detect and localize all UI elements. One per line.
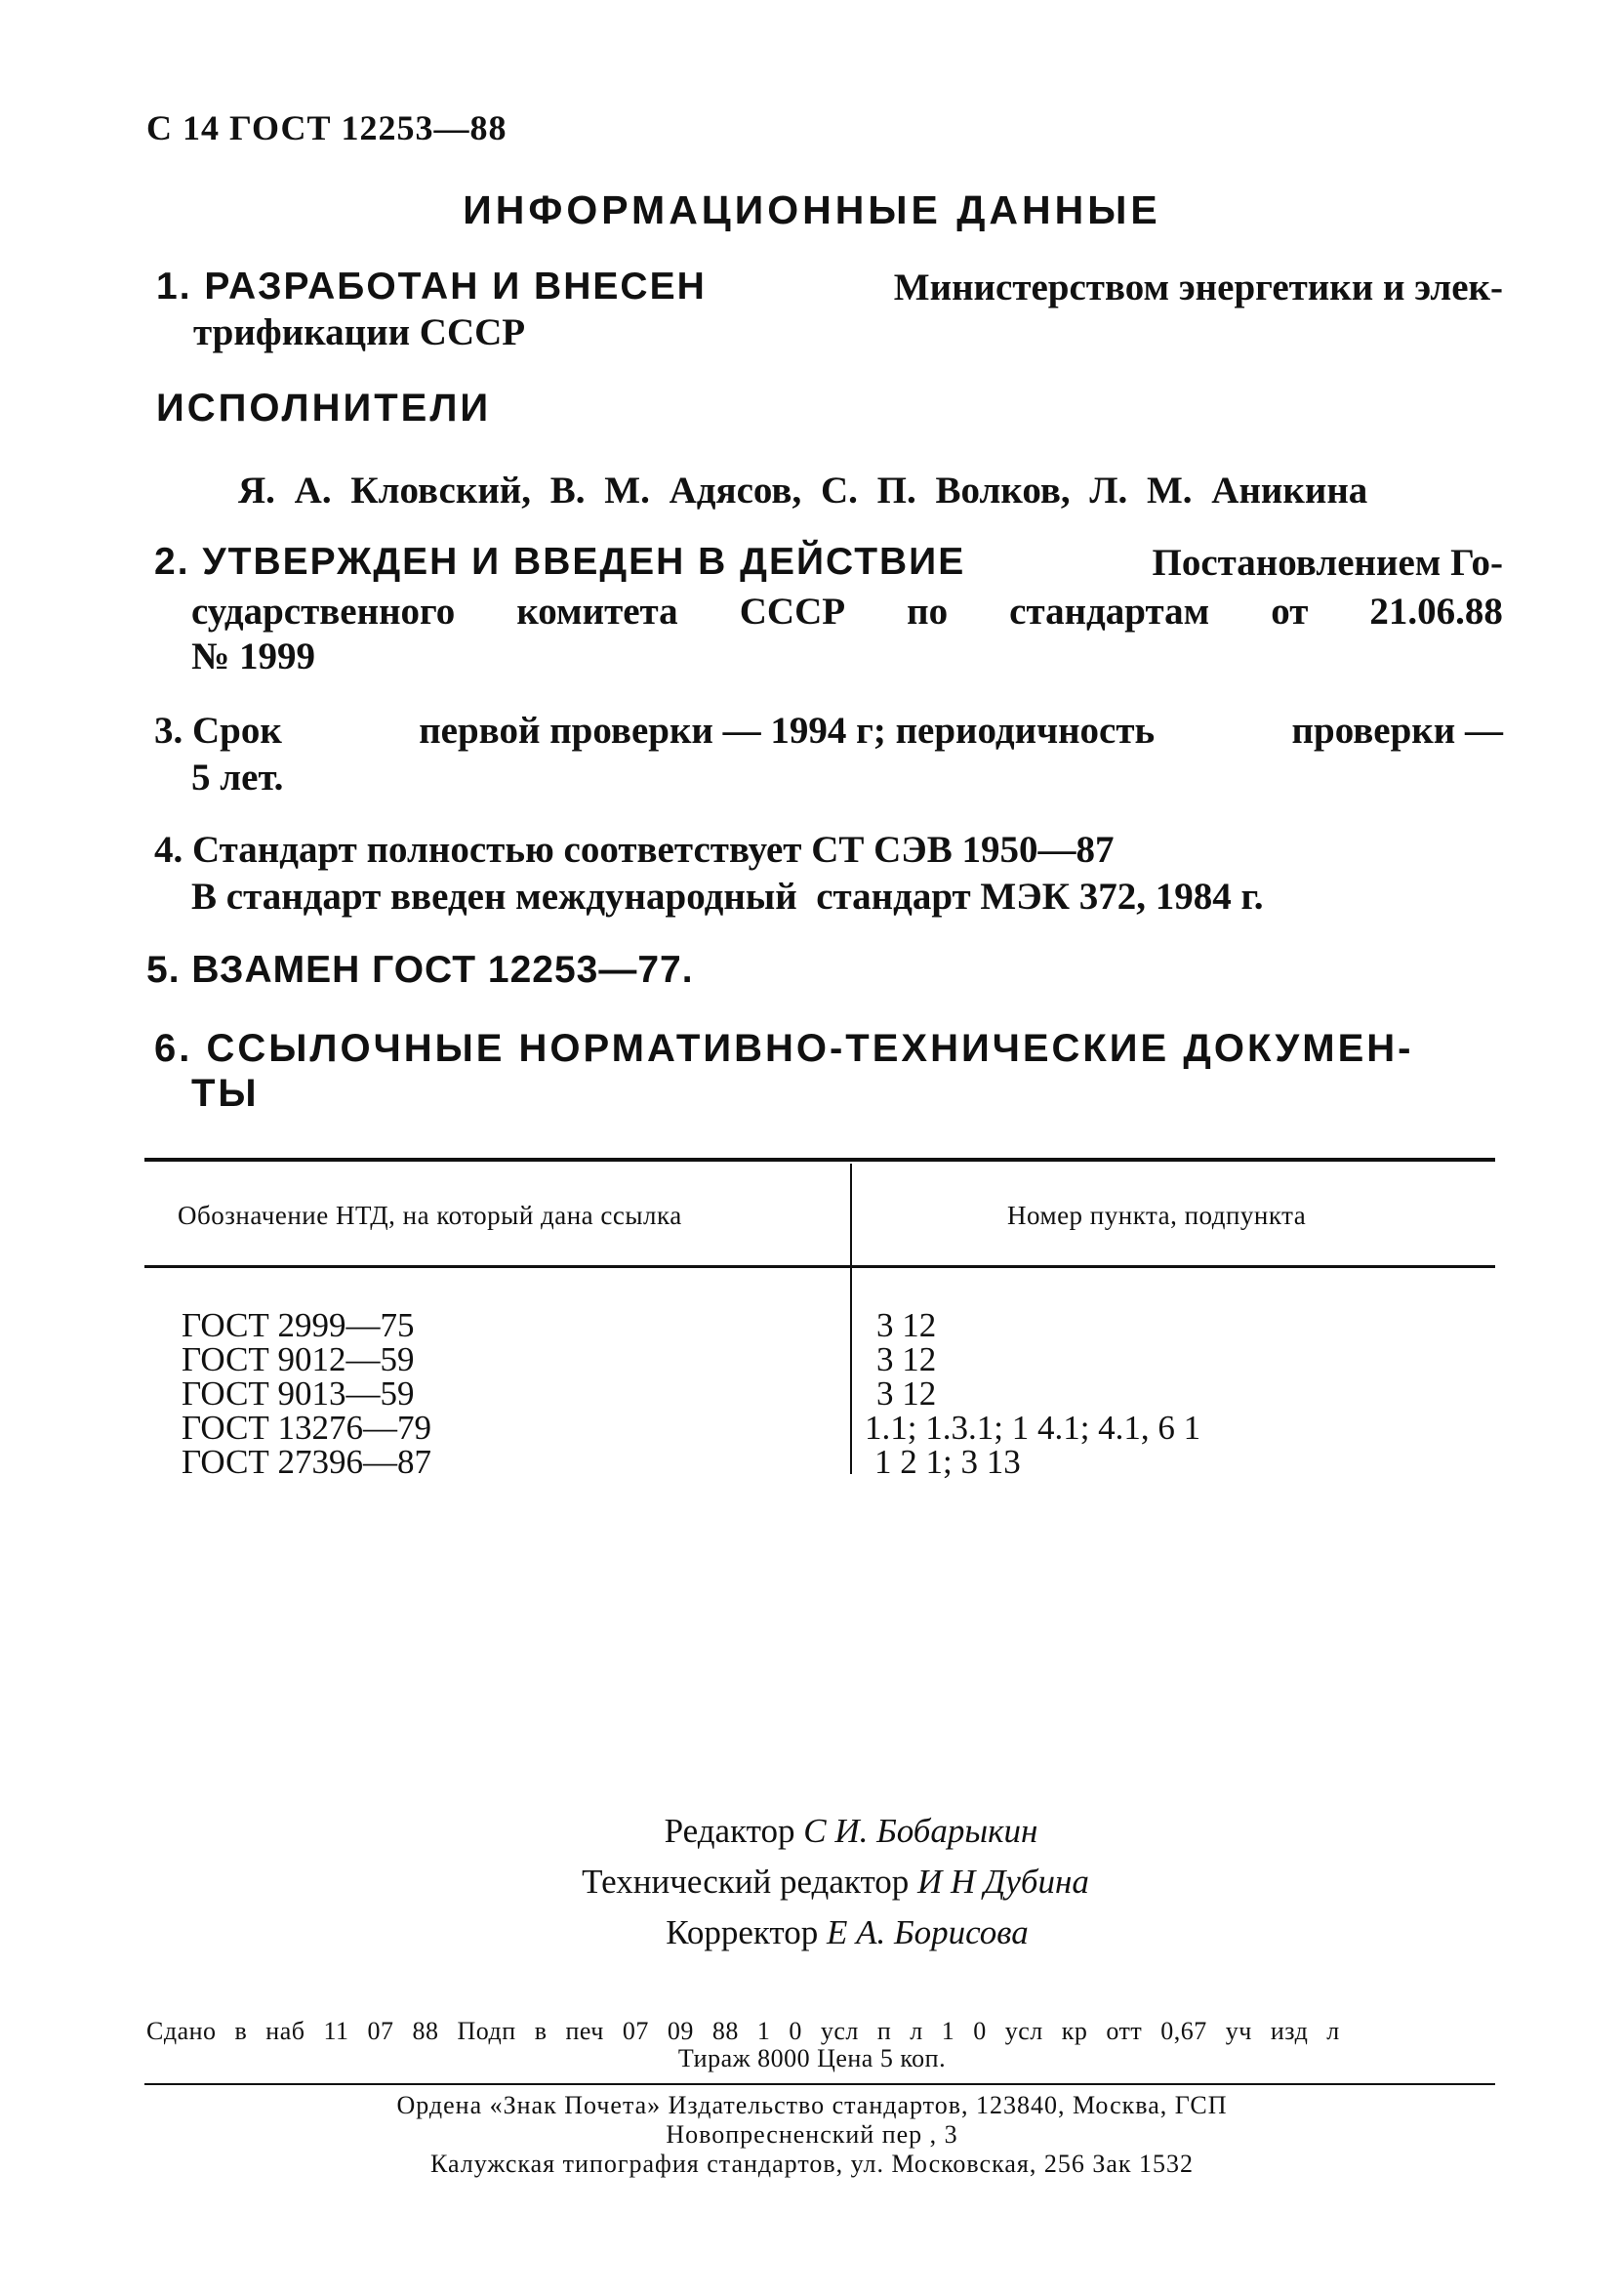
table-cell-designation: ГОСТ 9013—59 [182, 1374, 415, 1413]
item-2-word: СССР [739, 591, 846, 633]
table-cell-clause: 3 12 [876, 1306, 937, 1344]
item-2-lead: 2. УТВЕРЖДЕН И ВВЕДЕН В ДЕЙСТВИЕ [154, 541, 966, 583]
item-2-word: сударственного [191, 591, 456, 633]
item-2-line-3: № 1999 [191, 636, 315, 677]
item-1-line-2: трификации СССР [193, 311, 526, 353]
item-3-line-1 [154, 709, 1503, 753]
executors-names [238, 469, 1503, 512]
credit-tech-editor-name: И Н Дубина [917, 1863, 1089, 1901]
executors-names-text: Я. А. Кловский, В. М. Адясов, С. П. Волков, Л. М. Аникина [238, 470, 1368, 512]
item-4-line-2: В стандарт введен международный стандарт МЭК 372, 1984 г. [191, 876, 1264, 918]
item-6-text: 6. ССЫЛОЧНЫЕ НОРМАТИВНО-ТЕХНИЧЕСКИЕ ДОКУМЕН- [154, 1027, 1414, 1070]
credit-editor-name: С И. Бобарыкин [803, 1812, 1038, 1850]
table-header-clause: Номер пункта, подпункта [1007, 1201, 1307, 1230]
item-6-line-1 [154, 1027, 1503, 1071]
item-2-line-2 [191, 590, 1503, 634]
executors-heading: ИСПОЛНИТЕЛИ [156, 387, 492, 430]
table-cell-clause: 1 2 1; 3 13 [874, 1443, 1021, 1481]
table-cell-clause: 3 12 [876, 1374, 937, 1413]
credit-editor-role: Редактор [664, 1812, 795, 1850]
page-header: С 14 ГОСТ 12253—88 [146, 108, 508, 147]
credit-corrector-role: Корректор [666, 1913, 819, 1951]
table-cell-designation: ГОСТ 2999—75 [182, 1306, 415, 1344]
item-1-line-1 [156, 266, 1503, 309]
table-cell-clause: 3 12 [876, 1340, 937, 1378]
item-2-word: 21.06.88 [1369, 591, 1503, 633]
item-3-part: первой проверки — 1994 г; периодичность [419, 710, 1156, 752]
imprint-text: Сдано в наб 11 07 88 Подп в печ 07 09 88 1 0 усл п л 1 0 усл кр отт 0,67 уч изд л [146, 2017, 1340, 2045]
item-1-lead: 1. РАЗРАБОТАН И ВНЕСЕН [156, 266, 707, 308]
imprint-line-2: Тираж 8000 Цена 5 коп. [677, 2044, 947, 2072]
table-top-rule [144, 1158, 1495, 1162]
page-title: ИНФОРМАЦИОННЫЕ ДАННЫЕ [463, 187, 1161, 232]
table-cell-designation: ГОСТ 13276—79 [182, 1409, 432, 1447]
item-2-word: комитета [516, 591, 678, 633]
item-5: 5. ВЗАМЕН ГОСТ 12253—77. [146, 949, 694, 991]
item-2-line-1 [154, 541, 1503, 585]
item-2-word: от [1271, 591, 1309, 633]
credit-tech-editor [0, 1863, 1624, 1902]
item-4-line-1: 4. Стандарт полностью соответствует СТ СЭВ 1950—87 [154, 829, 1115, 871]
item-3-part: проверки — [1291, 710, 1503, 752]
imprint-rule [144, 2083, 1495, 2085]
credit-editor [0, 1812, 1624, 1851]
credit-tech-editor-role: Технический редактор [582, 1863, 910, 1901]
credit-corrector-name: Е А. Борисова [826, 1913, 1029, 1951]
item-3-line-2: 5 лет. [191, 757, 284, 799]
table-header-designation: Обозначение НТД, на который дана ссылка [178, 1201, 682, 1230]
table-header-rule [144, 1265, 1495, 1268]
item-1-rest: Министерством энергетики и элек- [893, 266, 1503, 308]
table-column-divider [850, 1164, 852, 1474]
credit-corrector [0, 1913, 1624, 1952]
table-cell-designation: ГОСТ 9012—59 [182, 1340, 415, 1378]
publisher-line-2: Новопресненский пер , 3 [666, 2120, 958, 2149]
imprint-line-1 [146, 2017, 1493, 2046]
item-2-word: стандартам [1009, 591, 1210, 633]
publisher-line-3: Калужская типография стандартов, ул. Московская, 256 Зак 1532 [429, 2150, 1195, 2178]
publisher-line-1: Ордена «Знак Почета» Издательство стандартов, 123840, Москва, ГСП [396, 2091, 1228, 2119]
table-cell-clause: 1.1; 1.3.1; 1 4.1; 4.1, 6 1 [865, 1409, 1201, 1447]
item-3-part: 3. Срок [154, 710, 282, 752]
item-2-rest: Постановлением Го- [1152, 542, 1503, 584]
table-cell-designation: ГОСТ 27396—87 [182, 1443, 432, 1481]
item-2-word: по [907, 591, 949, 633]
item-6-line-2: ТЫ [191, 1072, 260, 1115]
